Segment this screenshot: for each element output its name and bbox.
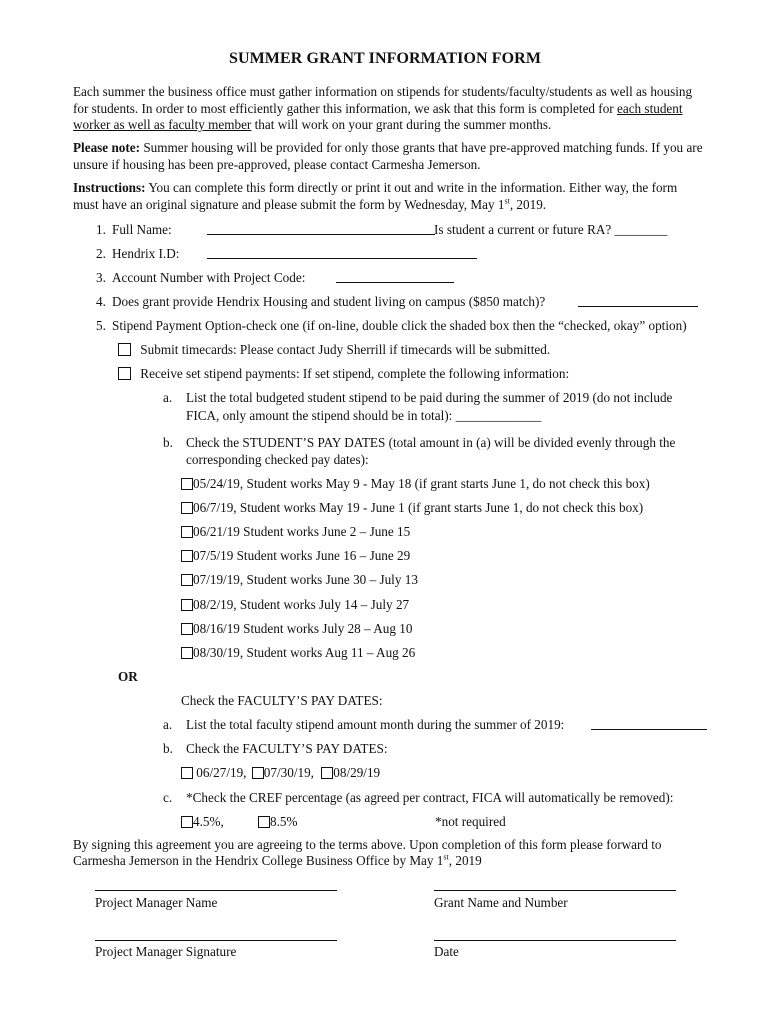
faculty-c-text: *Check the CREF percentage (as agreed per contract, FICA will automatically be removed):	[186, 790, 674, 805]
item-3-label: Account Number with Project Code:	[112, 270, 306, 285]
pay-date-checkbox[interactable]	[181, 574, 193, 586]
pm-signature-label: Project Manager Signature	[95, 944, 237, 959]
item-4-number: 4.	[96, 294, 106, 309]
item-5-number: 5.	[96, 318, 106, 333]
student-pay-date[interactable]	[181, 500, 643, 516]
pay-date-label: 08/16/19 Student works July 28 – Aug 10	[193, 621, 413, 636]
cref-option[interactable]	[181, 814, 224, 830]
faculty-a-text: List the total faculty stipend amount month during the summer of 2019:	[186, 717, 565, 732]
student-b-line-2: corresponding checked pay dates):	[186, 452, 369, 467]
faculty-c-letter: c.	[163, 790, 173, 805]
faculty-date-label: 08/29/19	[333, 765, 381, 780]
cref-option[interactable]	[258, 814, 297, 830]
faculty-date-checkbox[interactable]	[181, 767, 193, 779]
intro-text-1: Each summer the business office must gather information on stipends for students/faculty/students as well as housing for students. In order to most efficiently gather this information, we ask that this form is completed for	[73, 84, 693, 116]
instructions-label: Instructions:	[73, 180, 146, 195]
stipend-option[interactable]	[118, 366, 569, 382]
grant-line[interactable]	[434, 890, 676, 891]
instructions-sup: st	[504, 196, 510, 206]
faculty-heading: Check the FACULTY’S PAY DATES:	[181, 693, 383, 708]
student-pay-date[interactable]	[181, 597, 409, 613]
student-a-line-1: List the total budgeted student stipend to be paid during the summer of 2019 (do not include	[186, 390, 673, 405]
intro-text-2: that will work on your grant during the summer months.	[251, 117, 552, 132]
student-b-line-1: Check the STUDENT’S PAY DATES (total amount in (a) will be divided evenly through the	[186, 435, 676, 450]
agreement-sup: st	[443, 852, 449, 862]
agreement-line-2-end: , 2019	[448, 853, 482, 868]
pay-date-label: 07/5/19 Student works June 16 – June 29	[193, 548, 411, 563]
pay-date-label: 07/19/19, Student works June 30 – July 13	[193, 572, 418, 587]
student-pay-date[interactable]	[181, 524, 410, 540]
hendrix-id-field[interactable]	[207, 246, 477, 263]
pay-date-checkbox[interactable]	[181, 526, 193, 538]
note-paragraph	[73, 140, 703, 173]
ra-question[interactable]: Is student a current or future RA? ________	[434, 222, 668, 237]
intro-underlined-text: each student worker as well as faculty member	[73, 100, 683, 132]
instructions-end: , 2019.	[509, 196, 547, 212]
stipend-label: Receive set stipend payments: If set stipend, complete the following information:	[140, 366, 570, 381]
account-number-field[interactable]	[336, 270, 454, 287]
student-b-letter: b.	[163, 435, 173, 450]
student-pay-date[interactable]	[181, 645, 415, 661]
instructions-text: You can complete this form directly or print it out and write in the information. Either way, the form must have an original signature and please submit the form by Wednesday, May 1	[73, 180, 678, 212]
student-pay-date[interactable]	[181, 476, 650, 492]
item-2-label: Hendrix I.D:	[112, 246, 180, 261]
note-label: Please note:	[73, 140, 141, 155]
pm-signature-line[interactable]	[95, 940, 337, 941]
item-1-number: 1.	[96, 222, 106, 237]
full-name-field[interactable]	[207, 222, 435, 239]
faculty-date-checkbox[interactable]	[252, 767, 264, 779]
date-label: Date	[434, 944, 459, 959]
intro-paragraph	[73, 84, 703, 134]
pay-date-checkbox[interactable]	[181, 478, 193, 490]
agreement-line-1: By signing this agreement you are agreeing to the terms above. Upon completion of this form please forward to	[73, 837, 662, 852]
pm-name-line[interactable]	[95, 890, 337, 891]
date-line[interactable]	[434, 940, 676, 941]
timecards-checkbox[interactable]	[118, 343, 131, 356]
faculty-date-label: 07/30/19,	[263, 765, 314, 780]
pay-date-label: 05/24/19, Student works May 9 - May 18 (if grant starts June 1, do not check this box)	[193, 476, 650, 491]
or-label: OR	[118, 669, 138, 684]
timecards-label: Submit timecards: Please contact Judy Sherrill if timecards will be submitted.	[140, 342, 551, 357]
item-1-label: Full Name:	[112, 222, 172, 237]
student-pay-date[interactable]	[181, 621, 412, 637]
pay-date-checkbox[interactable]	[181, 623, 193, 635]
agreement-line-2-text: Carmesha Jemerson in the Hendrix College Business Office by May 1	[73, 853, 444, 868]
item-4-label: Does grant provide Hendrix Housing and student living on campus ($850 match)?	[112, 294, 546, 309]
faculty-date-checkbox[interactable]	[321, 767, 333, 779]
pay-date-label: 06/21/19 Student works June 2 – June 15	[193, 524, 411, 539]
cref-checkbox[interactable]	[181, 816, 193, 828]
stipend-checkbox[interactable]	[118, 367, 131, 380]
faculty-date-label: 06/27/19,	[196, 765, 247, 780]
not-required-note: *not required	[435, 814, 506, 829]
student-stipend-field[interactable]: FICA, only amount the stipend should be in total): _____________	[186, 408, 542, 423]
grant-label: Grant Name and Number	[434, 895, 568, 910]
student-pay-date[interactable]	[181, 572, 418, 588]
agreement-line-2	[73, 853, 482, 869]
pay-date-label: 08/30/19, Student works Aug 11 – Aug 26	[193, 645, 416, 660]
item-2-number: 2.	[96, 246, 106, 261]
cref-label: 8.5%	[270, 814, 298, 829]
item-3-number: 3.	[96, 270, 106, 285]
item-5-label: Stipend Payment Option-check one (if on-line, double click the shaded box then the “checked, okay” option)	[112, 318, 687, 333]
pay-date-checkbox[interactable]	[181, 550, 193, 562]
note-text: Summer housing will be provided for only those grants that have pre-approved matching funds. If you are unsure if housing has been pre-approved, please contact Carmesha Jemerson.	[73, 140, 703, 172]
student-pay-date[interactable]	[181, 548, 410, 564]
pay-date-checkbox[interactable]	[181, 599, 193, 611]
timecards-option[interactable]	[118, 342, 550, 358]
faculty-stipend-field[interactable]	[591, 717, 707, 734]
instructions-paragraph	[73, 180, 703, 213]
faculty-pay-dates	[181, 765, 380, 781]
faculty-b-text: Check the FACULTY’S PAY DATES:	[186, 741, 388, 756]
pm-name-label: Project Manager Name	[95, 895, 218, 910]
student-a-letter: a.	[163, 390, 173, 405]
cref-checkbox[interactable]	[258, 816, 270, 828]
pay-date-label: 06/7/19, Student works May 19 - June 1 (if grant starts June 1, do not check this box)	[193, 500, 644, 515]
pay-date-label: 08/2/19, Student works July 14 – July 27	[193, 597, 410, 612]
cref-label: 4.5%,	[193, 814, 224, 829]
pay-date-checkbox[interactable]	[181, 647, 193, 659]
faculty-a-letter: a.	[163, 717, 173, 732]
pay-date-checkbox[interactable]	[181, 502, 193, 514]
faculty-b-letter: b.	[163, 741, 173, 756]
form-title: SUMMER GRANT INFORMATION FORM	[228, 50, 542, 67]
housing-field[interactable]	[578, 294, 698, 311]
